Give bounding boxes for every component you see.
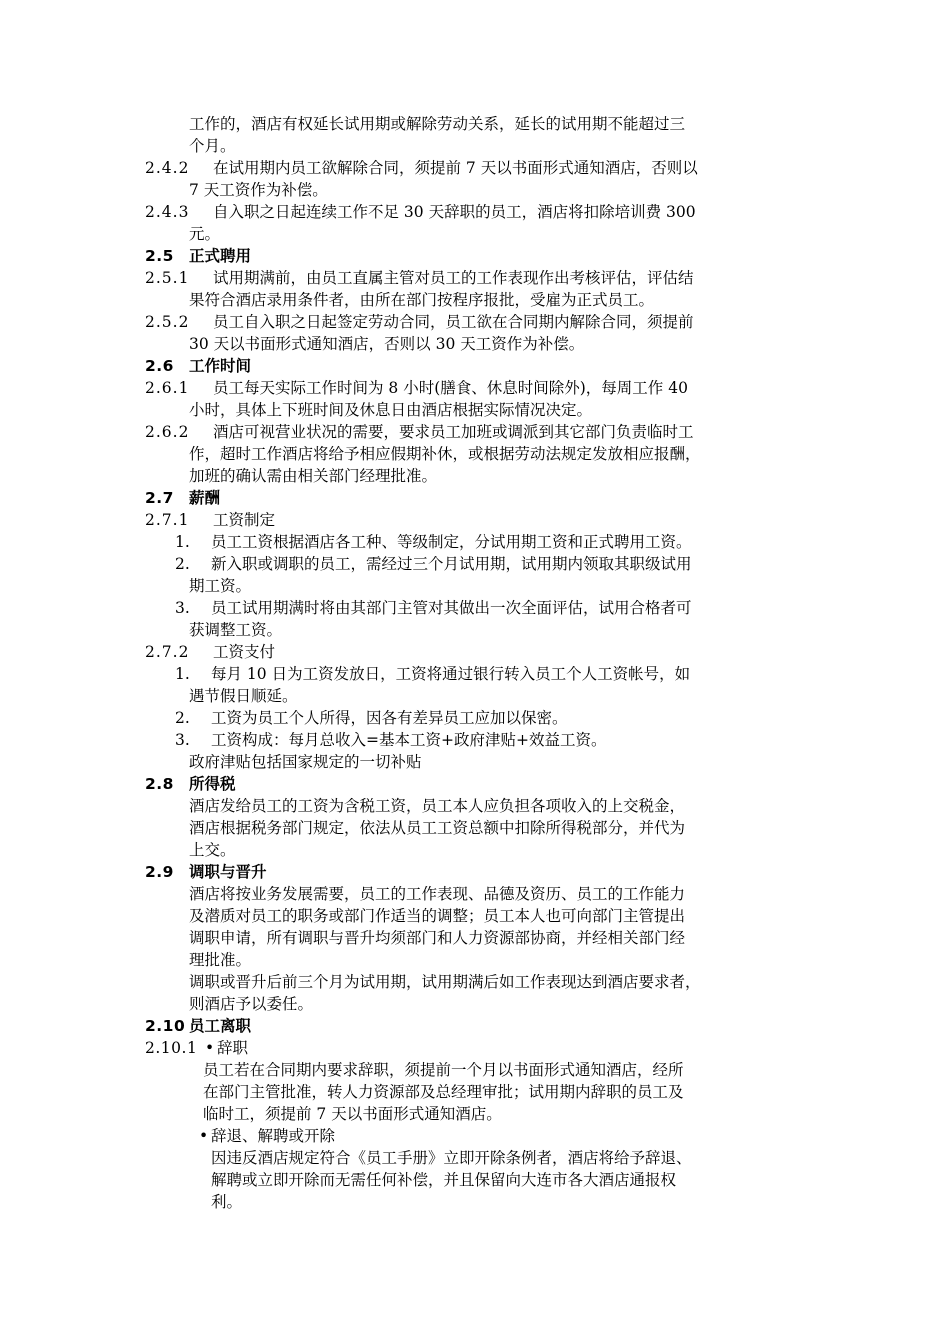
section-number: 2.8 xyxy=(145,775,174,793)
text-line: 遇节假日顺延。 xyxy=(189,687,298,705)
text-line: 则酒店予以委任。 xyxy=(189,995,314,1013)
text-line: 个月。 xyxy=(189,137,236,155)
text-line: 在部门主管批准，转人力资源部及总经理审批；试用期内辞职的员工及 xyxy=(203,1083,684,1101)
text-line: 试用期满前，由员工直属主管对员工的工作表现作出考核评估，评估结 xyxy=(213,269,694,287)
text-line: 获调整工资。 xyxy=(189,621,283,639)
clause-number: 2.7.1 xyxy=(145,511,190,529)
section-title: 员工离职 xyxy=(189,1017,252,1035)
text-line: 酒店发给员工的工资为含税工资，员工本人应负担各项收入的上交税金， xyxy=(189,797,686,815)
item-number: 3. xyxy=(175,599,190,617)
clause-2-4-2 xyxy=(145,157,815,201)
text-line: 工资为员工个人所得，因各有差异员工应加以保密。 xyxy=(211,709,568,727)
text-line: 自入职之日起连续工作不足 30 天辞职的员工，酒店将扣除培训费 300 xyxy=(213,203,696,221)
text-line: 调职或晋升后前三个月为试用期，试用期满后如工作表现达到酒店要求者， xyxy=(189,973,701,991)
clause-2-7-2-heading xyxy=(145,641,815,663)
note-line xyxy=(145,751,815,773)
section-number: 2.9 xyxy=(145,863,174,881)
text-line: 及潜质对员工的职务或部门作适当的调整；员工本人也可向部门主管提出 xyxy=(189,907,686,925)
clause-2-10-1-body xyxy=(145,1059,815,1125)
clause-number: 2.10.1 xyxy=(145,1039,198,1057)
text-line: 元。 xyxy=(189,225,221,243)
section-2-9-heading xyxy=(145,861,815,883)
bullet-icon: • xyxy=(199,1127,210,1145)
text-line: 员工试用期满时将由其部门主管对其做出一次全面评估，试用合格者可 xyxy=(211,599,692,617)
clause-number: 2.5.2 xyxy=(145,313,190,331)
section-2-6-heading xyxy=(145,355,815,377)
text-line: 加班的确认需由相关部门经理批准。 xyxy=(189,467,438,485)
text-line: 工资构成：每月总收入=基本工资+政府津贴+效益工资。 xyxy=(211,731,607,749)
clause-2-5-1 xyxy=(145,267,815,311)
text-line: 政府津贴包括国家规定的一切补贴 xyxy=(189,753,422,771)
clause-2-7-1-heading xyxy=(145,509,815,531)
text-line: 酒店可视营业状况的需要，要求员工加班或调派到其它部门负责临时工 xyxy=(213,423,694,441)
clause-2-6-2 xyxy=(145,421,815,487)
section-title: 所得税 xyxy=(189,775,236,793)
text-line: 员工工资根据酒店各工种、等级制定，分试用期工资和正式聘用工资。 xyxy=(211,533,692,551)
list-item xyxy=(145,531,815,553)
item-number: 1. xyxy=(175,665,190,683)
section-2-7-heading xyxy=(145,487,815,509)
text-line: 上交。 xyxy=(189,841,236,859)
section-2-8-heading xyxy=(145,773,815,795)
clause-number: 2.6.2 xyxy=(145,423,190,441)
continuation-paragraph xyxy=(145,113,815,157)
clause-title: 工资制定 xyxy=(213,511,276,529)
clause-2-10-1-heading xyxy=(145,1037,815,1059)
clause-number: 2.4.2 xyxy=(145,159,190,177)
section-number: 2.10 xyxy=(145,1017,186,1035)
bullet-icon: • xyxy=(205,1039,215,1057)
clause-title: 工资支付 xyxy=(213,643,276,661)
item-number: 2. xyxy=(175,555,190,573)
list-item xyxy=(145,663,815,707)
text-line: 期工资。 xyxy=(189,577,252,595)
text-line: 因违反酒店规定符合《员工手册》立即开除条例者，酒店将给予辞退、 xyxy=(211,1149,692,1167)
clause-2-6-1 xyxy=(145,377,815,421)
section-2-9-body xyxy=(145,883,815,1015)
text-line: 员工若在合同期内要求辞职，须提前一个月以书面形式通知酒店，经所 xyxy=(203,1061,684,1079)
text-line: 工作的，酒店有权延长试用期或解除劳动关系，延长的试用期不能超过三 xyxy=(189,115,686,133)
text-line: 酒店根据税务部门规定，依法从员工工资总额中扣除所得税部分，并代为 xyxy=(189,819,686,837)
text-line: 调职申请，所有调职与晋升均须部门和人力资源部协商，并经相关部门经 xyxy=(189,929,686,947)
text-line: 新入职或调职的员工，需经过三个月试用期，试用期内领取其职级试用 xyxy=(211,555,692,573)
text-line: 小时，具体上下班时间及休息日由酒店根据实际情况决定。 xyxy=(189,401,593,419)
text-line: 解聘或立即开除而无需任何补偿，并且保留向大连市各大酒店通报权 xyxy=(211,1171,677,1189)
section-title: 薪酬 xyxy=(189,489,221,507)
section-title: 工作时间 xyxy=(189,357,252,375)
text-line: 在试用期内员工欲解除合同，须提前 7 天以书面形式通知酒店，否则以 xyxy=(213,159,698,177)
section-number: 2.6 xyxy=(145,357,174,375)
text-line: 利。 xyxy=(211,1193,243,1211)
list-item xyxy=(145,553,815,597)
text-line: 临时工，须提前 7 天以书面形式通知酒店。 xyxy=(203,1105,502,1123)
section-title: 调职与晋升 xyxy=(189,863,267,881)
list-item xyxy=(145,597,815,641)
text-line: 员工每天实际工作时间为 8 小时(膳食、休息时间除外)，每周工作 40 xyxy=(213,379,688,397)
text-line: 果符合酒店录用条件者，由所在部门按程序报批，受雇为正式员工。 xyxy=(189,291,655,309)
clause-title: 辞职 xyxy=(217,1039,249,1057)
text-line: 30 天以书面形式通知酒店，否则以 30 天工资作为补偿。 xyxy=(189,335,585,353)
clause-number: 2.4.3 xyxy=(145,203,190,221)
section-2-5-heading xyxy=(145,245,815,267)
item-number: 1. xyxy=(175,533,190,551)
clause-2-5-2 xyxy=(145,311,815,355)
clause-number: 2.6.1 xyxy=(145,379,190,397)
section-number: 2.5 xyxy=(145,247,174,265)
bullet-dismissal-heading xyxy=(145,1125,815,1147)
bullet-dismissal-body xyxy=(145,1147,815,1213)
list-item xyxy=(145,729,815,751)
text-line: 员工自入职之日起签定劳动合同，员工欲在合同期内解除合同，须提前 xyxy=(213,313,694,331)
document-page xyxy=(0,113,950,1213)
clause-number: 2.7.2 xyxy=(145,643,190,661)
item-number: 3. xyxy=(175,731,190,749)
section-2-8-body xyxy=(145,795,815,861)
text-line: 作，超时工作酒店将给予相应假期补休，或根据劳动法规定发放相应报酬， xyxy=(189,445,701,463)
section-number: 2.7 xyxy=(145,489,174,507)
text-line: 酒店将按业务发展需要，员工的工作表现、品德及资历、员工的工作能力 xyxy=(189,885,686,903)
text-line: 每月 10 日为工资发放日，工资将通过银行转入员工个人工资帐号，如 xyxy=(211,665,691,683)
clause-number: 2.5.1 xyxy=(145,269,190,287)
text-line: 7 天工资作为补偿。 xyxy=(189,181,328,199)
section-2-10-heading xyxy=(145,1015,815,1037)
bullet-title: 辞退、解聘或开除 xyxy=(211,1127,336,1145)
list-item xyxy=(145,707,815,729)
text-line: 理批准。 xyxy=(189,951,252,969)
item-number: 2. xyxy=(175,709,190,727)
clause-2-4-3 xyxy=(145,201,815,245)
section-title: 正式聘用 xyxy=(189,247,252,265)
